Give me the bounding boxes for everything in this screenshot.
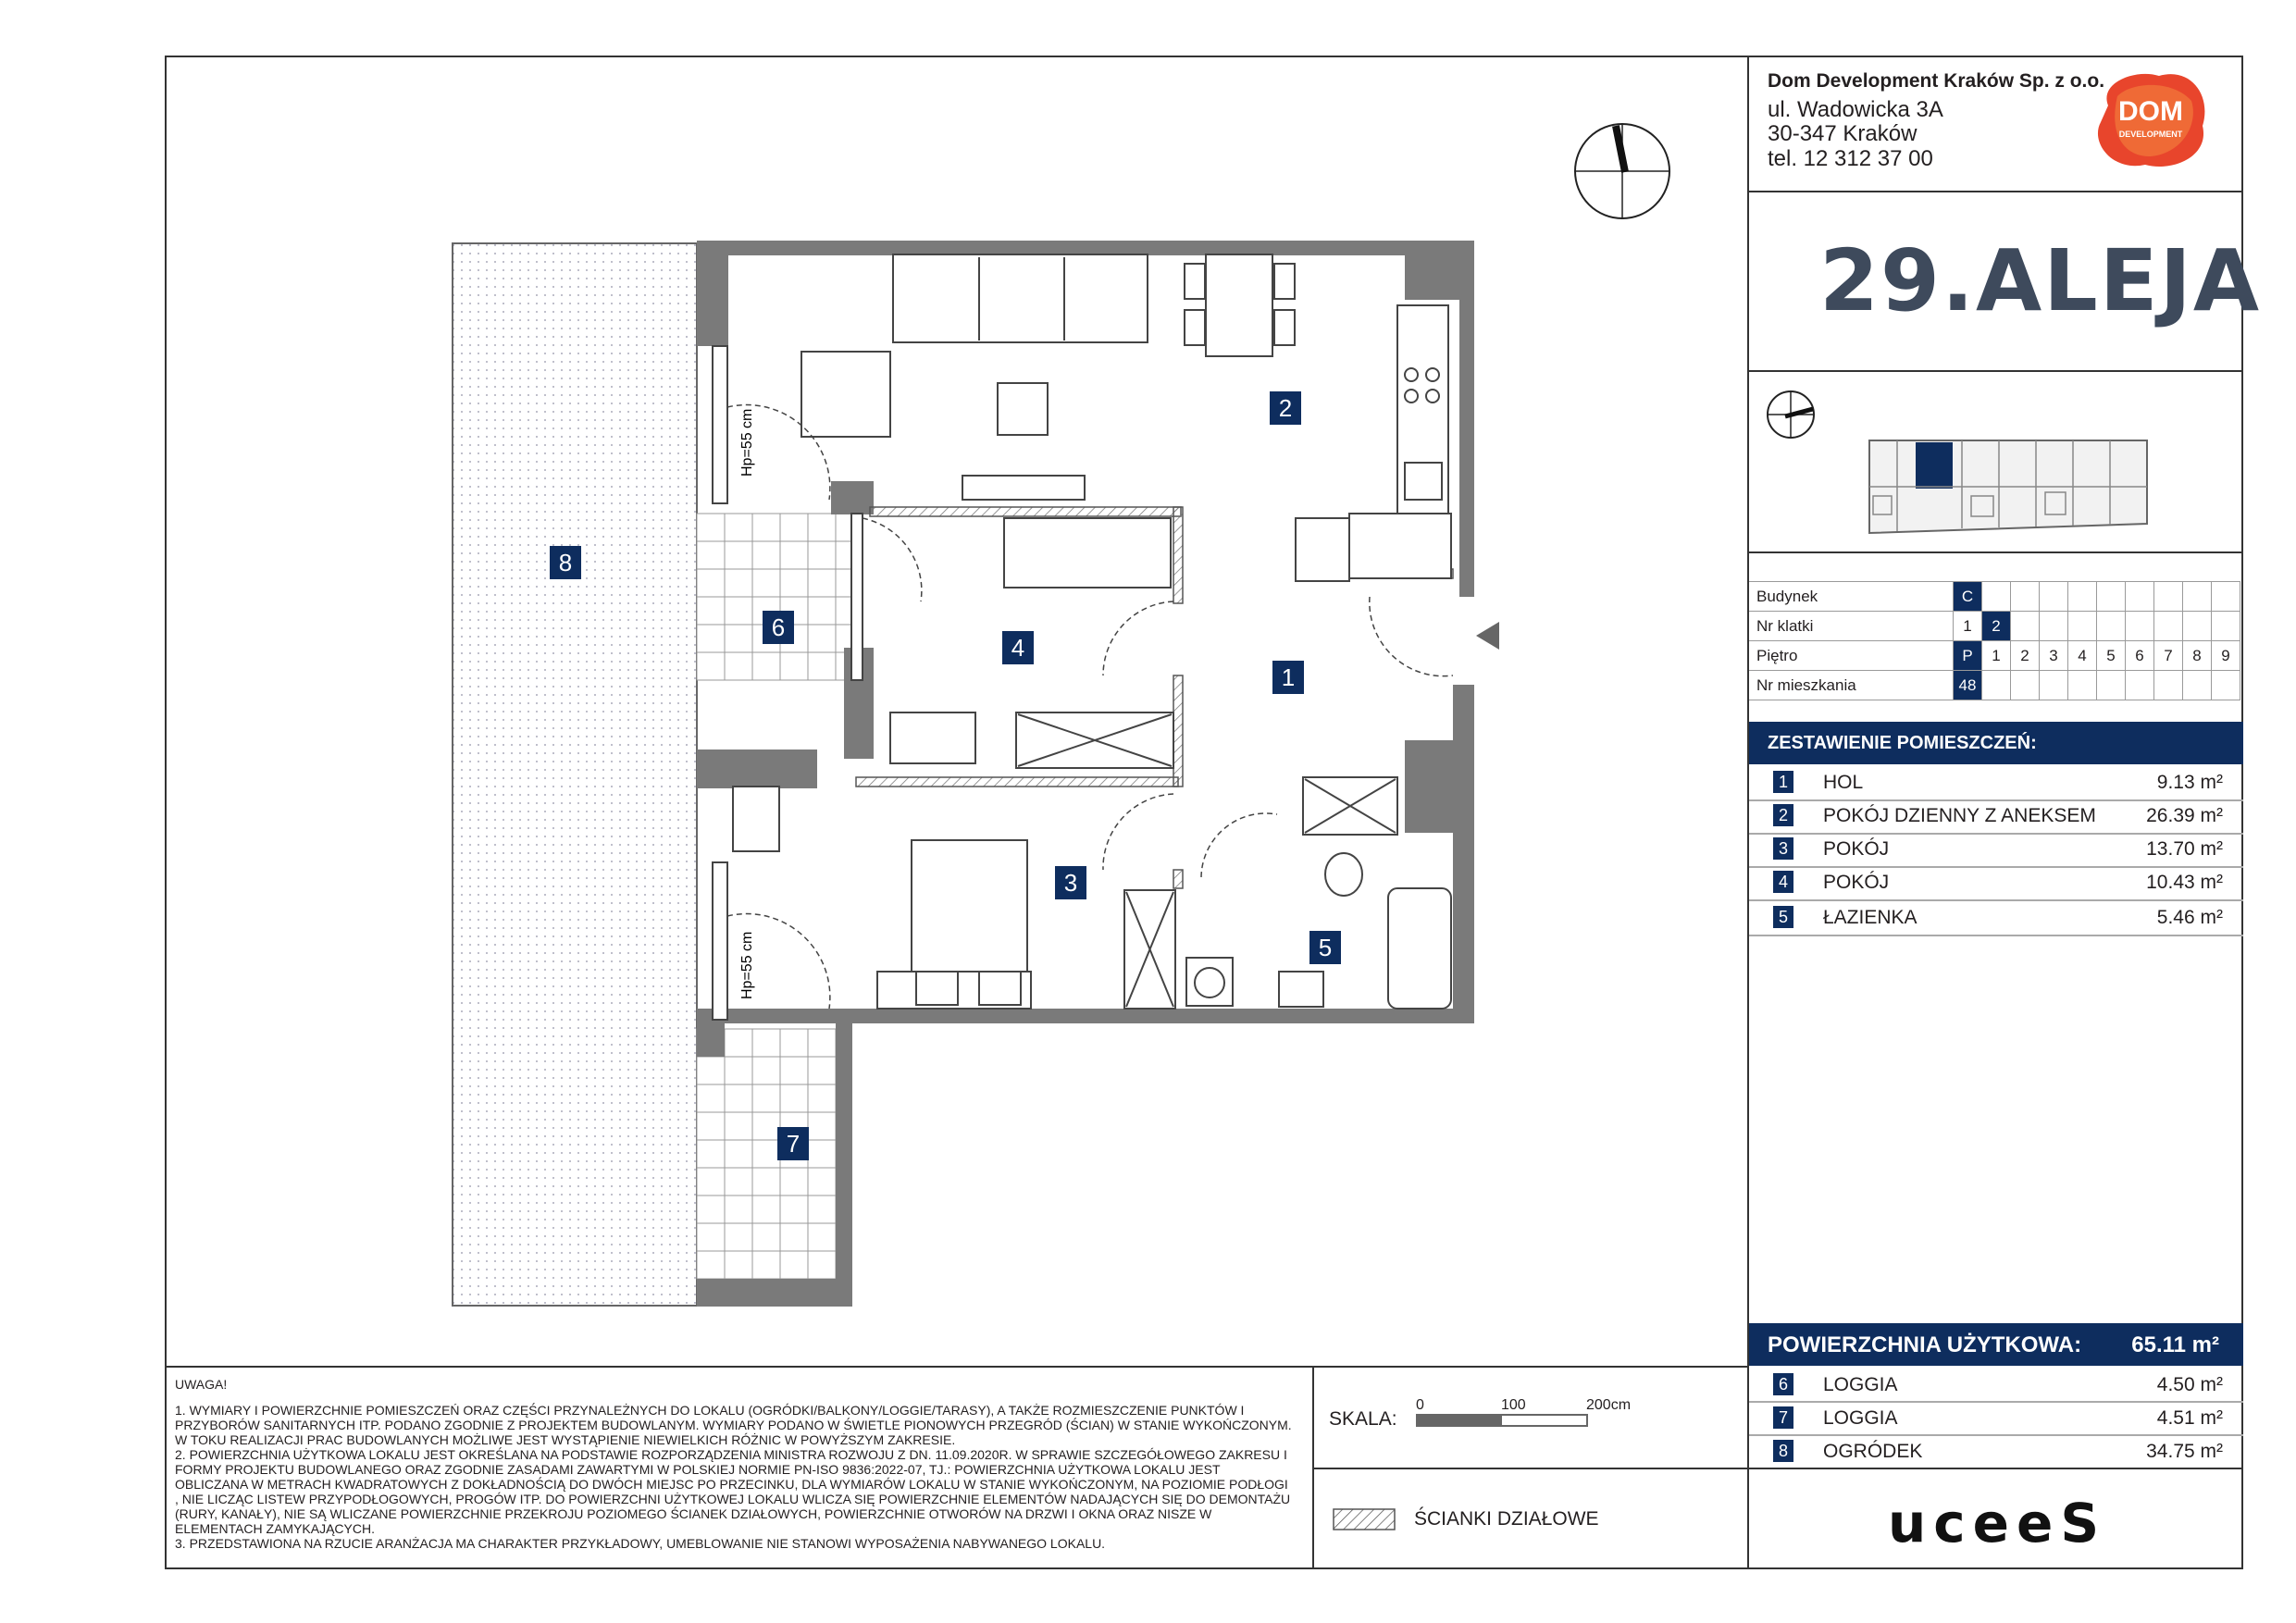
room-name: HOL <box>1823 772 1864 793</box>
scale-tick-200: 200cm <box>1586 1397 1632 1413</box>
rooms-header <box>1749 722 2243 764</box>
room-number: 8 <box>1773 1440 1793 1462</box>
building-label: Budynek <box>1749 582 1954 612</box>
row-separator <box>1749 935 2243 936</box>
company-phone: tel. 12 312 37 00 <box>1768 146 1933 171</box>
floor-cell-selected: P <box>1954 641 1982 671</box>
company-city: 30-347 Kraków <box>1768 121 1917 146</box>
room-area: 13.70 m² <box>2146 838 2223 860</box>
room-number: 3 <box>1773 837 1793 860</box>
loggia-7-floor <box>697 1029 836 1279</box>
floor-label: Piętro <box>1749 641 1954 671</box>
room-label-6: 6 <box>763 611 794 644</box>
notes-title: UWAGA! <box>175 1377 228 1392</box>
floor-cell: 3 <box>2040 641 2068 671</box>
building-value: C <box>1954 582 1982 612</box>
notes-block <box>175 1377 1295 1551</box>
room-label-8: 8 <box>550 546 581 579</box>
building-row <box>1749 582 2240 612</box>
floor-cell: 1 <box>1982 641 2011 671</box>
divider <box>1747 191 2243 192</box>
room-label-4: 4 <box>1002 631 1034 664</box>
room-label-2: 2 <box>1270 391 1301 425</box>
compass-small-icon <box>1765 389 1817 445</box>
usable-area-label: POWIERZCHNIA UŻYTKOWA: <box>1768 1332 2082 1357</box>
extra-room-row <box>1749 1402 2243 1435</box>
floor-row <box>1749 641 2240 671</box>
floor-cell: 7 <box>2154 641 2183 671</box>
usable-area-value: 65.11 m² <box>2131 1332 2219 1357</box>
staircase-cell: 1 <box>1954 612 1982 641</box>
extra-room-row <box>1749 1435 2243 1468</box>
room-area: 5.46 m² <box>2156 907 2223 928</box>
logo-text-dom: DOM <box>2118 96 2183 127</box>
loggia-6-floor <box>697 514 854 680</box>
project-logo: 29.ALEJA <box>1819 231 2262 330</box>
room-row <box>1749 799 2243 833</box>
floor-cell: 2 <box>2011 641 2040 671</box>
apartment-label: Nr mieszkania <box>1749 671 1954 700</box>
dom-development-logo <box>2090 68 2212 172</box>
notes-line: 3. PRZEDSTAWIONA NA RZUCIE ARANŻACJA MA CHARAKTER PRZYKŁADOWY, UMEBLOWANIE NIE STANOWI WYPOSAŻENIA NABYWANEGO LOKALU. <box>175 1536 1106 1551</box>
room-number: 4 <box>1773 871 1793 893</box>
room-name: ŁAZIENKA <box>1823 907 1917 928</box>
apartment-row <box>1749 671 2240 700</box>
company-name: Dom Development Kraków Sp. z o.o. <box>1768 70 2105 92</box>
room-label-5: 5 <box>1309 931 1341 964</box>
floor-plan <box>444 231 1508 1314</box>
scale-bar <box>1416 1414 1588 1427</box>
room-area: 9.13 m² <box>2156 772 2223 793</box>
rooms-header-text: ZESTAWIENIE POMIESZCZEŃ: <box>1768 733 2037 753</box>
building-key-plan <box>1860 431 2156 547</box>
staircase-label: Nr klatki <box>1749 612 1954 641</box>
divider <box>1747 370 2243 372</box>
partition-legend-label: ŚCIANKI DZIAŁOWE <box>1414 1508 1599 1530</box>
divider <box>1312 1468 1749 1469</box>
windows <box>713 346 863 1020</box>
notes-line: 1. WYMIARY I POWIERZCHNIE POMIESZCZEŃ ORAZ CZĘŚCI PRZYNALEŻNYCH DO LOKALU (OGRÓDKI/BALKONY/LOGGIE/TARASY), A TAKŻE ROZMIESZCZENIE PUNKTÓW I PRZYBORÓW SANITARNYCH ITP. PODANO ZGODNIE Z PROJEKTEM BUDOWLANYM. WYMIARY PODANO W ŚWIETLE PIONOWYCH PRZEGRÓD (ŚCIAN) W STANIE WYKOŃCZONYM. W TOKU REALIZACJI PRAC BUDOWLANYCH MOŻLIWE JEST WYSTĄPIENIE NIEWIELKICH RÓŻNIC W POWYŻSZYM ZAKRESIE. <box>175 1403 1292 1447</box>
scale-label: SKALA: <box>1329 1408 1397 1430</box>
room-area: 4.50 m² <box>2156 1374 2223 1395</box>
room-area: 10.43 m² <box>2146 872 2223 893</box>
room-number: 6 <box>1773 1373 1793 1395</box>
floor-cell: 5 <box>2097 641 2126 671</box>
company-street: ul. Wadowicka 3A <box>1768 97 1943 122</box>
staircase-row <box>1749 612 2240 641</box>
room-label-1: 1 <box>1272 661 1304 694</box>
floor-cell: 8 <box>2183 641 2212 671</box>
floor-cell: 9 <box>2212 641 2240 671</box>
room-name: OGRÓDEK <box>1823 1441 1923 1462</box>
garden-area <box>453 243 697 1306</box>
room-row <box>1749 833 2243 866</box>
ucees-logo <box>1888 1492 2106 1555</box>
scale-tick-0: 0 <box>1416 1397 1424 1413</box>
room-row <box>1749 866 2243 899</box>
room-label-7: 7 <box>777 1127 809 1160</box>
usable-area-bar <box>1749 1323 2243 1366</box>
room-number: 1 <box>1773 771 1793 793</box>
apartment-value: 48 <box>1954 671 1982 700</box>
room-name: LOGGIA <box>1823 1374 1898 1395</box>
room-area: 26.39 m² <box>2146 805 2223 826</box>
room-name: POKÓJ <box>1823 838 1890 860</box>
floor-cell: 6 <box>2126 641 2154 671</box>
entrance-arrow-icon <box>1476 622 1499 650</box>
room-area: 34.75 m² <box>2146 1441 2223 1462</box>
room-number: 7 <box>1773 1406 1793 1429</box>
window-height-note: Hp=55 cm <box>739 408 755 477</box>
room-name: POKÓJ DZIENNY Z ANEKSEM <box>1823 805 2096 826</box>
logo-text-development: DEVELOPMENT <box>2118 130 2183 139</box>
partition-legend-swatch <box>1333 1508 1396 1535</box>
room-name: LOGGIA <box>1823 1407 1898 1429</box>
room-name: POKÓJ <box>1823 872 1890 893</box>
floor-cell: 4 <box>2068 641 2097 671</box>
notes-line: 2. POWIERZCHNIA UŻYTKOWA LOKALU JEST OKREŚLANA NA PODSTAWIE ROZPORZĄDZENIA MINISTRA ROZWOJU Z DN. 11.09.2020R. W SPRAWIE SZCZEGÓŁOWEGO ZAKRESU I FORMY PROJEKTU BUDOWLANEGO ORAZ ZGODNIE ZASADAMI ZAWARTYMI W POLSKIEJ NORMIE PN-ISO 9836:2022-07, TJ.: POWIERZCHNIA UŻYTKOWA LOKALU JEST OBLICZANA W METRACH KWADRATOWYCH Z DOKŁADNOŚCIĄ DO DWÓCH MIEJSC PO PRZECINKU, DLA WYMIARÓW LOKALU W STANIE WYKOŃCZONYM, NA POZIOMIE PODŁOGI , NIE LICZĄC LISTEW PRZYPODŁOGOWYCH, PROGÓW ITP. DO POWIERZCHNI UŻYTKOWEJ LOKALU WLICZA SIĘ POWIERZCHNIE ELEMENTÓW NADAJĄCYCH SIĘ DO DEMONTAŻU (RURY, KANAŁY), NIE SĄ WLICZANE POWIERZCHNIE PRZEKROJU POZIOMEGO ŚCIANEK DZIAŁOWYCH, POWIERZCHNIE OTWORÓW NA DRZWI I OKNA ORAZ NISZE W ELEMENTACH ZAMYKAJĄCYCH. <box>175 1447 1291 1536</box>
staircase-cell-selected: 2 <box>1982 612 2011 641</box>
room-area: 4.51 m² <box>2156 1407 2223 1429</box>
ucees-logo-text: uceeS <box>1888 1492 2107 1555</box>
room-number: 2 <box>1773 804 1793 826</box>
room-row <box>1749 766 2243 799</box>
scale-tick-100: 100 <box>1501 1397 1526 1413</box>
divider <box>1747 551 2243 553</box>
north-compass-icon <box>1571 120 1673 227</box>
extra-room-row <box>1749 1369 2243 1402</box>
window-height-note: Hp=55 cm <box>739 931 755 999</box>
room-number: 5 <box>1773 906 1793 928</box>
location-table <box>1749 581 2240 700</box>
room-row <box>1749 901 2243 935</box>
divider <box>165 1366 1749 1368</box>
room-label-3: 3 <box>1055 866 1086 899</box>
